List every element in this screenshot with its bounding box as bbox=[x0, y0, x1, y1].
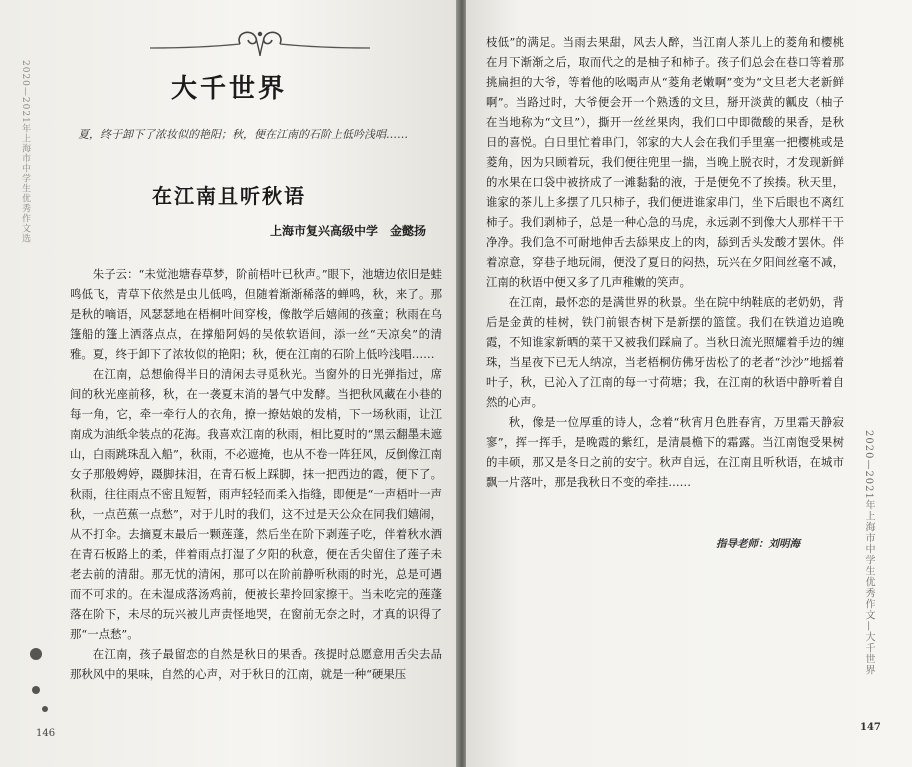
right-page bbox=[466, 0, 912, 767]
epigraph: 夏，终于卸下了浓妆似的艳阳；秋，便在江南的石阶上低吟浅唱…… bbox=[78, 128, 408, 141]
essay-body-right bbox=[486, 32, 844, 492]
side-label-right: 2020—2021年上海市中学生优秀作文—大千世界 bbox=[863, 430, 874, 676]
ornament-swirl-icon bbox=[140, 26, 380, 60]
page-number-right: 147 bbox=[860, 722, 881, 733]
side-label-left: 2020—2021年上海市中学生优秀作文选 bbox=[20, 60, 30, 244]
paragraph: 枝低”的满足。当雨去果甜，风去人醉，当江南人茶儿上的菱角和樱桃在月下渐渐之后，取而代之的是柚子和柿子。孩子们总会在巷口等着那挑扁担的大爷，等着他的吆喝声从“菱角老嫩啊”变为“文旦老大老新鲜啊”。当路过时，大爷便会开一个熟透的文旦，掰开淡黄的瓤皮（柚子在当地称为“文旦”），撕开一丝丝果肉，我们口中即微酸的果香，是秋日的喜悦。白日里忙着串门，邻家的大人会在我们手里塞一把樱桃或是菱角，因为只顾着玩，我们便往兜里一揣，当晚上脱衣时，才发现新鲜的水果在口袋中被挤成了一滩黏黏的液，于是便免不了挨揍。秋天里，谁家的茶儿上多摆了几只柿子，我们便进谁家串门，坐下后眼也不离红柿子。我们剥柿子，总是一种心急的马虎，永远剥不到像大人那样干干净净。我们急不可耐地伸舌去舔果皮上的肉，舔到舌头发酸才罢休。伴着凉意，穿巷子地玩闹，便没了夏日的闷热，玩兴在夕阳间丝毫不减，江南的秋语中便又多了几声稚嫩的笑声。 bbox=[486, 35, 844, 289]
paragraph: 在江南，总想偷得半日的清闲去寻觅秋光。当窗外的日光弹指过，席间的秋光座前移，秋，在一袭夏末消的暑气中发酵。当把秋风藏在小巷的每一角，它，牵一牵行人的衣角，撩一撩姑娘的发梢，下一场秋雨，让江南成为油纸伞装点的花海。我喜欢江南的秋雨，相比夏时的“黑云翻墨未遮山，白雨跳珠乱入船”，秋雨，不必遮掩，也从不卷一阵狂风，反倒像江南女子那般娉婷，蹑脚抹泪，在青石板上踩脚，抹一把西边的霞，便下了。秋雨，往往雨点不密且短暂，雨声轻轻而柔入指缝，即便是“一声梧叶一声秋，一点芭蕉一点愁”，对于儿时的我们，这不过是天公众在同我们嬉闹，从不打伞。去摘夏末最后一颗莲蓬，然后坐在阶下剥莲子吃，伴着秋水酒在青石板路上的柔，伴着雨点打湿了夕阳的秋意，便在舌尖留住了莲子未老去前的清甜。那无忧的清闲，那可以在阶前静听秋雨的时光，总是可遇而不可求的。在未湿成落汤鸡前，便被长辈拎回家擦干。当未吃完的莲蓬落在阶下，未尽的玩兴被儿声责怪地哭，在窗前无奈之时，才真的识得了那“一点愁”。 bbox=[70, 367, 442, 641]
decorative-dots bbox=[28, 648, 48, 728]
paragraph: 在江南，最怀恋的是满世界的秋景。坐在院中纳鞋底的老奶奶，背后是金黄的桂树，铁门前银杏树下是新摆的篮筐。我们在铁道边追晚霞，不知谁家新晒的菜干又被我们踩扁了。当秋日流光照耀着手边的缠珠，当星夜下已无人纳凉，当老梧桐仿佛牙齿松了的老者“沙沙”地摇着叶子，秋，已沁入了江南的每一寸荷塘；我，在江南的秋语中静听着自然的心声。 bbox=[486, 295, 844, 409]
page-number-left: 146 bbox=[36, 728, 56, 739]
section-title: 大千世界 bbox=[170, 74, 287, 104]
essay-title: 在江南且听秋语 bbox=[152, 184, 306, 208]
essay-body-left bbox=[70, 264, 442, 684]
paragraph: 在江南，孩子最留恋的自然是秋日的果香。孩提时总愿意用舌尖去品那秋风中的果味，自然的心声，对于秋日的江南，就是一种“硬果压 bbox=[70, 647, 442, 681]
paragraph: 朱子云：“未觉池塘春草梦，阶前梧叶已秋声。”眼下，池塘边依旧是蛙鸣低飞，青草下依然是虫儿低鸣，但随着渐渐稀落的蝉鸣，秋，来了。那是秋的嘀语，风瑟瑟地在梧桐叶间穿梭，像散学后嬉闹的孩童；秋雨在乌篷船的篷上洒落点点，在撑船阿妈的吴侬软语间，添一丝“天凉矣”的清雅。夏，终于卸下了浓妆似的艳阳；秋，便在江南的石阶上低吟浅唱…… bbox=[70, 267, 442, 361]
author-byline: 上海市复兴高级中学 金懿扬 bbox=[270, 224, 427, 238]
advisor-credit: 指导老师：刘明海 bbox=[716, 538, 800, 550]
paragraph: 秋，像是一位厚重的诗人，念着“秋宵月色胜春宵，万里霜天静寂寥”，挥一挥手，是晚霞的紫红，是清晨檐下的霜露。当江南饱受果树的丰硕，那又是冬日之前的安宁。秋声自远，在江南且听秋语，在城市飘一片落叶，那是我秋日不变的牵挂…… bbox=[486, 415, 844, 489]
